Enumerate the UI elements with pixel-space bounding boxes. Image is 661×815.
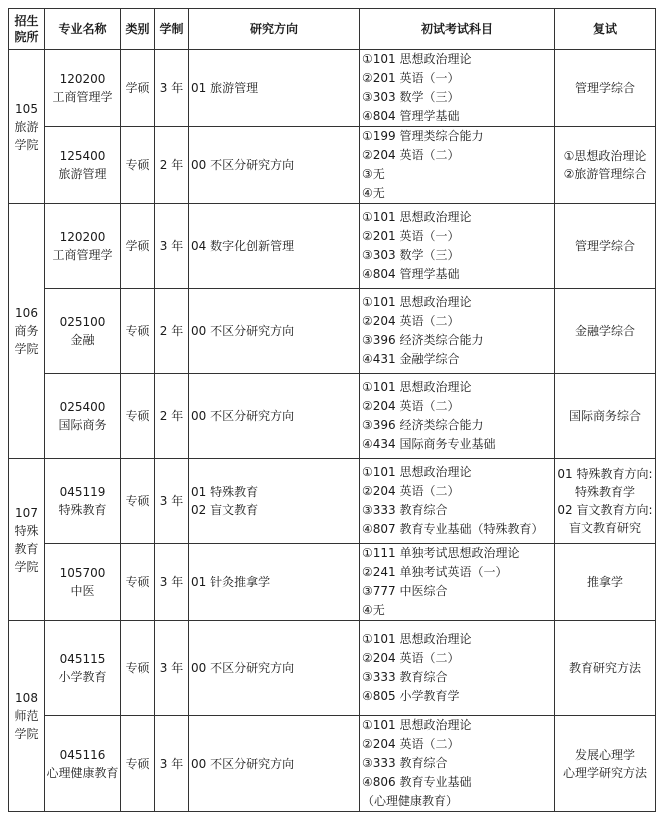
major-cell: 045119 特殊教育: [45, 459, 121, 544]
major-cell: 120200 工商管理学: [45, 50, 121, 127]
retest-cell: 发展心理学 心理学研究方法: [555, 716, 656, 812]
major-cell: 105700 中医: [45, 544, 121, 621]
major-cell: 025400 国际商务: [45, 374, 121, 459]
type-cell: 专硕: [121, 289, 155, 374]
retest-cell: 推拿学: [555, 544, 656, 621]
direction-cell: 00 不区分研究方向: [189, 621, 360, 716]
exam-subjects-cell: ①101 思想政治理论 ②204 英语（二） ③396 经济类综合能力 ④434 国际商务专业基础: [360, 374, 555, 459]
type-cell: 专硕: [121, 621, 155, 716]
header-type: 类别: [121, 9, 155, 50]
duration-cell: 2 年: [155, 127, 189, 204]
major-cell: 120200 工商管理学: [45, 204, 121, 289]
type-cell: 专硕: [121, 127, 155, 204]
retest-cell: 金融学综合: [555, 289, 656, 374]
duration-cell: 3 年: [155, 50, 189, 127]
retest-cell: 国际商务综合: [555, 374, 656, 459]
duration-cell: 3 年: [155, 544, 189, 621]
college-cell: 108 师范 学院: [9, 621, 45, 812]
type-cell: 学硕: [121, 50, 155, 127]
table-row: [9, 544, 656, 621]
table-row: [9, 204, 656, 289]
table-row: [9, 374, 656, 459]
major-cell: 045115 小学教育: [45, 621, 121, 716]
retest-cell: 01 特殊教育方向: 特殊教育学 02 盲文教育方向: 盲文教育研究: [555, 459, 656, 544]
exam-subjects-cell: ①101 思想政治理论 ②204 英语（二） ③396 经济类综合能力 ④431 金融学综合: [360, 289, 555, 374]
table-row: [9, 127, 656, 204]
type-cell: 专硕: [121, 544, 155, 621]
exam-subjects-cell: ①101 思想政治理论 ②201 英语（一） ③303 数学（三） ④804 管理学基础: [360, 204, 555, 289]
major-cell: 045116 心理健康教育: [45, 716, 121, 812]
table-row: [9, 716, 656, 812]
direction-cell: 00 不区分研究方向: [189, 374, 360, 459]
duration-cell: 3 年: [155, 459, 189, 544]
direction-cell: 01 特殊教育 02 盲文教育: [189, 459, 360, 544]
exam-subjects-cell: ①101 思想政治理论 ②201 英语（一） ③303 数学（三） ④804 管理学基础: [360, 50, 555, 127]
exam-subjects-cell: ①101 思想政治理论 ②204 英语（二） ③333 教育综合 ④807 教育专业基础（特殊教育）: [360, 459, 555, 544]
table-row: [9, 50, 656, 127]
direction-cell: 00 不区分研究方向: [189, 716, 360, 812]
duration-cell: 3 年: [155, 204, 189, 289]
college-cell: 107 特殊 教育 学院: [9, 459, 45, 621]
header-row: [9, 9, 656, 50]
direction-cell: 04 数字化创新管理: [189, 204, 360, 289]
retest-cell: 教育研究方法: [555, 621, 656, 716]
exam-subjects-cell: ①101 思想政治理论 ②204 英语（二） ③333 教育综合 ④806 教育专业基础 （心理健康教育）: [360, 716, 555, 812]
duration-cell: 2 年: [155, 289, 189, 374]
major-cell: 125400 旅游管理: [45, 127, 121, 204]
direction-cell: 00 不区分研究方向: [189, 289, 360, 374]
header-college: 招生 院所: [9, 9, 45, 50]
major-cell: 025100 金融: [45, 289, 121, 374]
type-cell: 专硕: [121, 716, 155, 812]
type-cell: 专硕: [121, 459, 155, 544]
type-cell: 专硕: [121, 374, 155, 459]
direction-cell: 00 不区分研究方向: [189, 127, 360, 204]
header-direction: 研究方向: [189, 9, 360, 50]
header-duration: 学制: [155, 9, 189, 50]
header-major: 专业名称: [45, 9, 121, 50]
retest-cell: 管理学综合: [555, 204, 656, 289]
duration-cell: 2 年: [155, 374, 189, 459]
retest-cell: 管理学综合: [555, 50, 656, 127]
college-cell: 106 商务 学院: [9, 204, 45, 459]
table-row: [9, 289, 656, 374]
direction-cell: 01 旅游管理: [189, 50, 360, 127]
type-cell: 学硕: [121, 204, 155, 289]
exam-subjects-cell: ①111 单独考试思想政治理论 ②241 单独考试英语（一） ③777 中医综合 ④无: [360, 544, 555, 621]
college-cell: 105 旅游 学院: [9, 50, 45, 204]
header-exam: 初试考试科目: [360, 9, 555, 50]
table-row: [9, 621, 656, 716]
direction-cell: 01 针灸推拿学: [189, 544, 360, 621]
exam-subjects-cell: ①199 管理类综合能力 ②204 英语（二） ③无 ④无: [360, 127, 555, 204]
exam-subjects-cell: ①101 思想政治理论 ②204 英语（二） ③333 教育综合 ④805 小学教育学: [360, 621, 555, 716]
header-retest: 复试: [555, 9, 656, 50]
duration-cell: 3 年: [155, 621, 189, 716]
duration-cell: 3 年: [155, 716, 189, 812]
table-row: [9, 459, 656, 544]
retest-cell: ①思想政治理论 ②旅游管理综合: [555, 127, 656, 204]
admissions-table: [8, 8, 656, 812]
